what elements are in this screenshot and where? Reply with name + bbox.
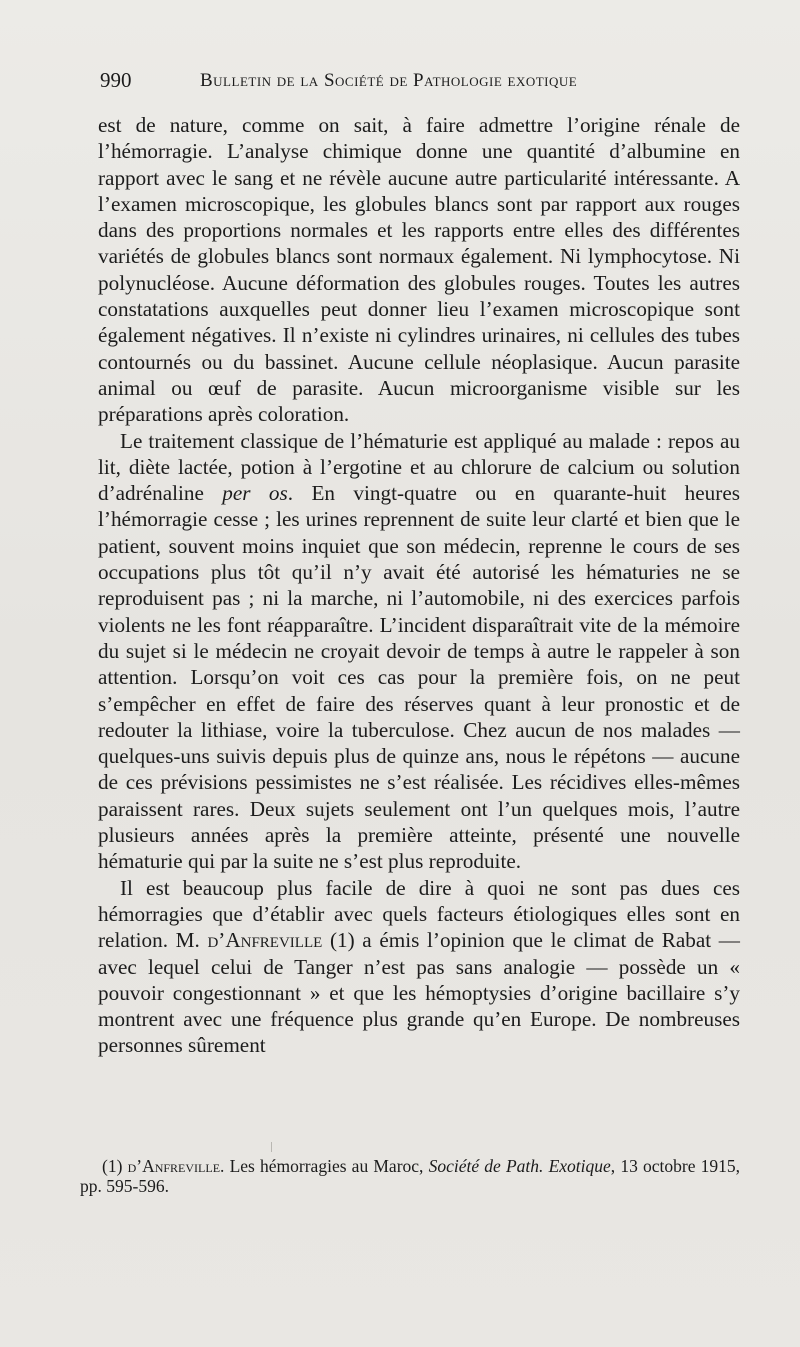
paragraph-3-text-b: (1) a émis l’opinion que le climat de Rabat — avec lequel celui de Tanger n’est pas sans analogie — possède un « pouvoir congestionnant » et que les hémoptysies d’origine bacillaire s’y montrent avec une fréquence plus grande qu’en Europe. De nombreuses personnes sûrement <box>98 928 740 1058</box>
body-text <box>98 112 740 1059</box>
author-name: d’Anfreville <box>207 928 323 953</box>
running-title: Bulletin de la Société de Pathologie exotique <box>200 70 578 91</box>
paragraph-2 <box>98 428 740 875</box>
page-number: 990 <box>100 68 132 92</box>
footnote-1 <box>80 1156 740 1196</box>
italic-per-os: per os <box>222 481 288 506</box>
footnote <box>80 1156 740 1196</box>
footnote-text-b: , 13 octobre 1915, pp. 595-596. <box>80 1156 741 1196</box>
page-header <box>100 68 740 98</box>
footnote-text-a: . Les hémorragies au Maroc, <box>220 1156 429 1176</box>
paragraph-1: est de nature, comme on sait, à faire admettre l’origine rénale de l’hémorragie. L’analyse chimique donne une quantité d’albumine en rapport avec le sang et ne révèle aucune autre particularité intéressante. A l’examen microscopique, les globules blancs sont par rapport aux rouges dans des proportions normales et les rapports entre elles des différentes variétés de globules blancs sont normaux également. Ni lymphocytose. Ni polynucléose. Aucune déformation des globules rouges. Toutes les autres constatations auxquelles peut donner lieu l’examen microscopique sont également négatives. Il n’existe ni cylindres urinaires, ni cellules des tubes contournés ou du bassinet. Aucune cellule néoplasique. Aucun parasite animal ou œuf de parasite. Aucun microorganisme visible sur les préparations après coloration. <box>98 113 740 427</box>
footnote-journal: Société de Path. Exotique <box>428 1156 611 1176</box>
paragraph-2-text-b: . En vingt-quatre ou en quarante-huit heures l’hémorragie cesse ; les urines reprennent de suite leur clarté et bien que le patient, souvent moins inquiet que son médecin, reprenne le cours de ses occupations plus tôt qu’il n’y avait été autorisé les hématuries ne se reproduisent pas ; ni la marche, ni l’automobile, ni des exercices parfois violents ne les font réapparaître. L’incident disparaîtrait vite de la mémoire du sujet si le médecin ne croyait devoir de temps à autre le rappeler à son attention. Lorsqu’on voit ces cas pour la première fois, on ne peut s’empêcher en effet de faire des réserves quant à leur pronostic et de redouter la lithiase, voire la tuberculose. Chez aucun de nos malades — quelques-uns suivis depuis plus de quinze ans, nous le répétons — aucune de ces prévisions pessimistes ne s’est réalisée. Les récidives elles-mêmes paraissent rares. Deux sujets seulement ont l’un quelques mois, l’autre plusieurs années après la première atteinte, présenté une nouvelle hématurie qui par la suite ne s’est plus reproduite. <box>98 481 740 874</box>
footnote-marker: (1) <box>102 1156 128 1176</box>
paragraph-2-text-a: Le traitement classique de l’hématurie est appliqué au malade : repos au lit, diète lactée, potion à l’ergotine et au chlorure de calcium ou solution d’adrénaline <box>98 428 740 506</box>
footnote-separator <box>271 1142 272 1152</box>
footnote-author: d’Anfreville <box>127 1156 221 1176</box>
paragraph-3-text-a: Il est beaucoup plus facile de dire à quoi ne sont pas dues ces hémorragies que d’établir avec quels facteurs étiologiques elles sont en relation. M. <box>98 875 740 953</box>
paragraph-3 <box>98 875 740 1059</box>
